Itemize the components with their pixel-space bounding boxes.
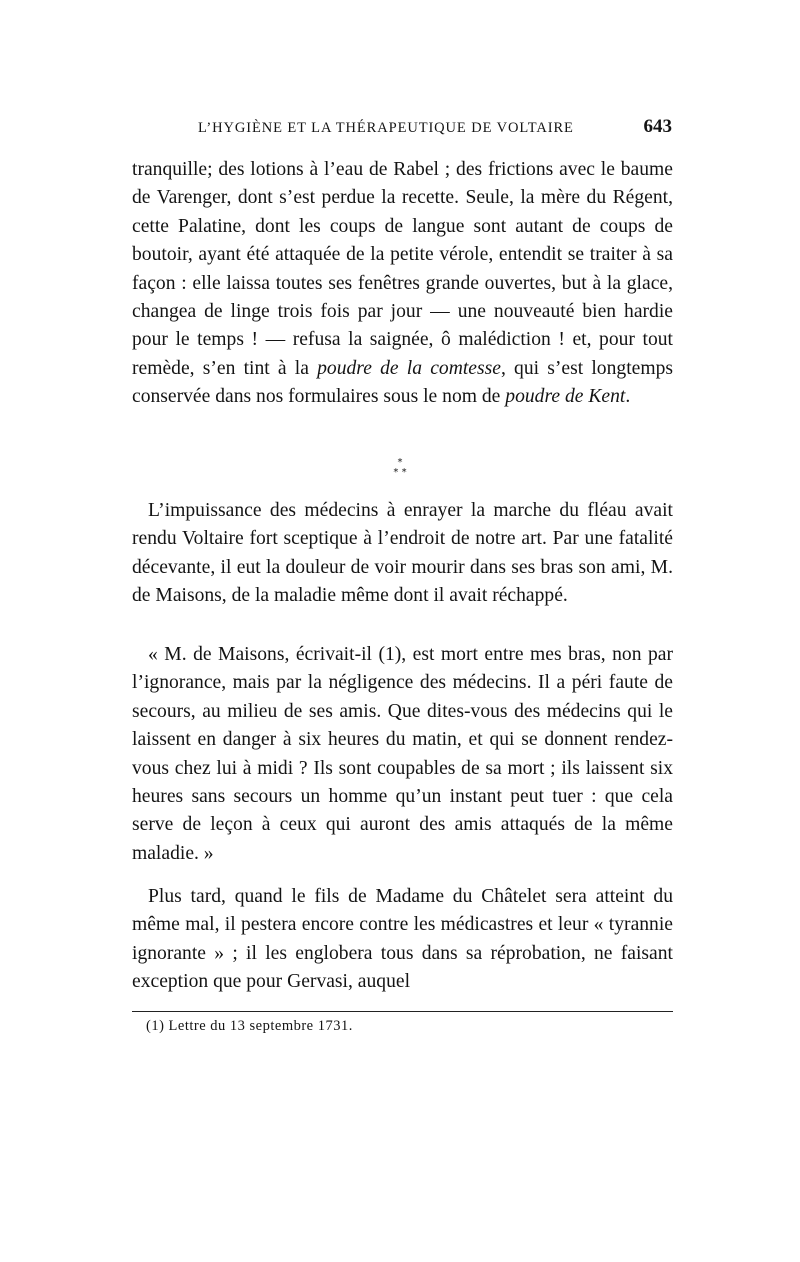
paragraph-continuation xyxy=(132,156,673,412)
paragraph-1-part-3: . xyxy=(625,386,631,408)
paragraph-1-part-2: , qui s’est longtemps conservée dans nos formulaires sous le nom de xyxy=(132,357,673,408)
paragraph-2: L’impuissance des médecins à enrayer la marche du fléau avait rendu Voltaire fort sceptique à l’endroit de notre art. Par une fatalité décevante, il eut la douleur de voir mourir dans ses bras son ami, M. de Maisons, de la maladie même dont il avait réchappé. xyxy=(132,500,673,607)
running-title: L’HYGIÈNE ET LA THÉRAPEUTIQUE DE VOLTAIRE xyxy=(198,120,574,136)
paragraph-1-italic-2: poudre de Kent xyxy=(505,386,626,408)
asterism-bottom: * * xyxy=(393,467,407,478)
paragraph-1-italic-1: poudre de la comtesse xyxy=(317,357,501,379)
footnote-rule xyxy=(132,1011,673,1012)
paragraph-1 xyxy=(132,156,673,412)
paragraph-block-2 xyxy=(132,497,673,611)
asterism-separator xyxy=(370,458,430,478)
footnote: (1) Lettre du 13 septembre 1731. xyxy=(146,1018,353,1034)
running-head xyxy=(132,116,672,144)
asterism-top: * xyxy=(397,457,403,468)
paragraph-3-quote: « M. de Maisons, écrivait-il (1), est mort entre mes bras, non par l’ignorance, mais par la négligence des médecins. Il a péri faute de secours, au milieu de ses amis. Que dites-vous des médecins qui le laissent en danger à six heures du matin, et qui se donnent rendez-vous chez lui à midi ? Ils sont coupables de sa mort ; ils laissent six heures sans secours un homme qu’un instant peut tuer : que cela serve de leçon à ceux qui auront des amis attaqués de la même maladie. » xyxy=(132,644,673,864)
paragraph-block-3 xyxy=(132,641,673,868)
paragraph-block-4 xyxy=(132,883,673,997)
paragraph-4: Plus tard, quand le fils de Madame du Châtelet sera atteint du même mal, il pestera encore contre les médicastres et leur « tyrannie ignorante » ; il les englobera tous dans sa réprobation, ne faisant exception que pour Gervasi, auquel xyxy=(132,886,673,993)
page-number: 643 xyxy=(643,116,672,137)
paragraph-1-part-1: tranquille; des lotions à l’eau de Rabel ; des frictions avec le baume de Varenger, dont s’est perdue la recette. Seule, la mère du Régent, cette Palatine, dont les coups de langue sont autant de coups de boutoir, ayant été attaquée de la petite vérole, entendit se traiter à sa façon : elle laissa toutes ses fenêtres grande ouvertes, but à la glace, changea de linge trois fois par jour — une nouveauté bien hardie pour le temps ! — refusa la saignée, ô malédiction ! et, pour tout remède, s’en tint à la xyxy=(132,159,673,379)
